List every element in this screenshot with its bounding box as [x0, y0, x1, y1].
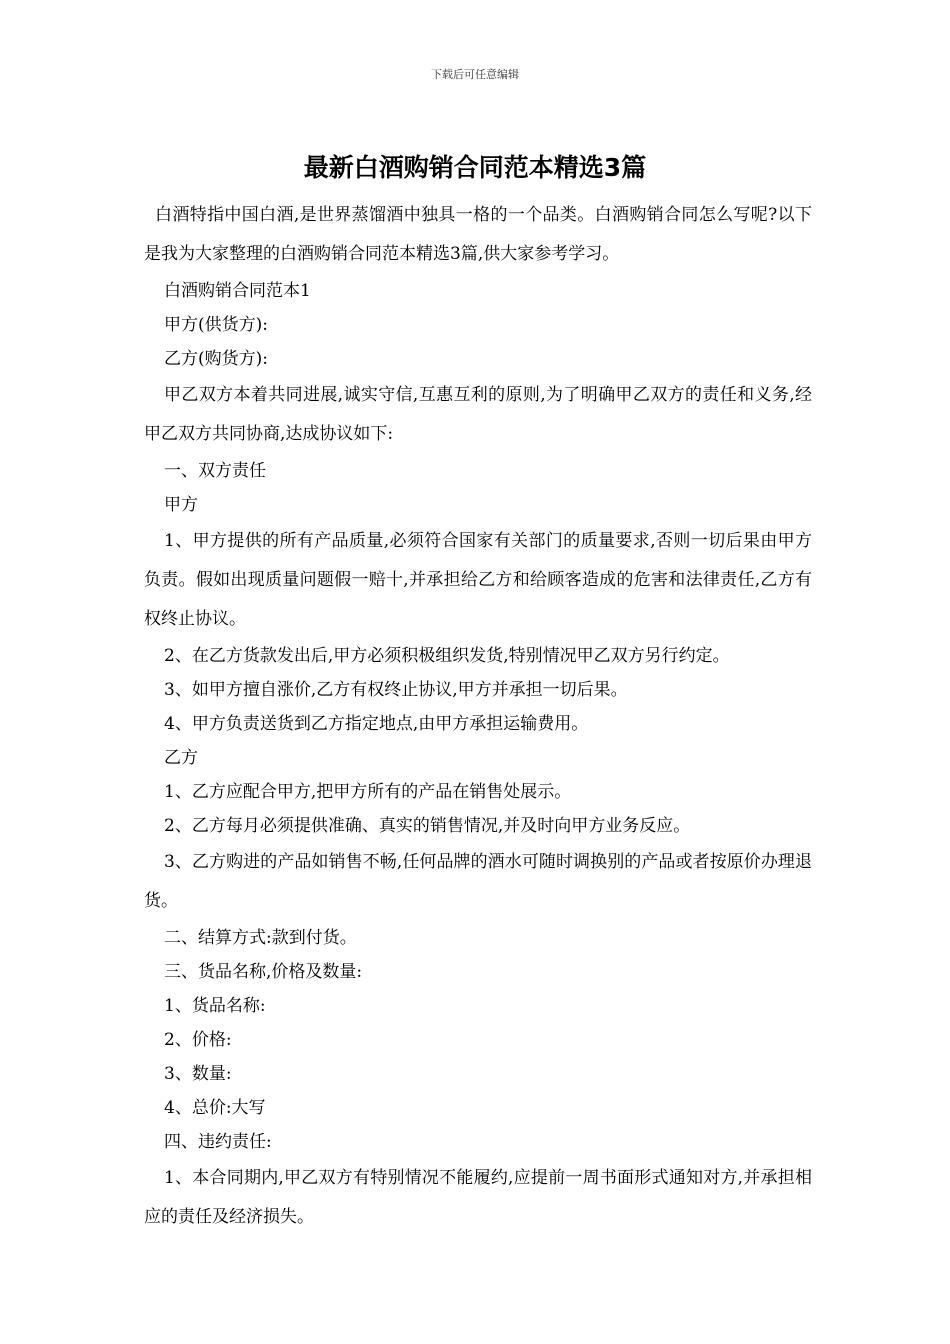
clause-paragraph: 2、乙方每月必须提供准确、真实的销售情况,并及时向甲方业务反应。	[164, 816, 691, 836]
field-line: 1、货品名称:	[164, 996, 266, 1016]
clause-paragraph: 1、甲方提供的所有产品质量,必须符合国家有关部门的质量要求,否则一切后果由甲方负责。假如出现质量问题假一赔十,并承担给乙方和给顾客造成的危害和法律责任,乙方有权终止协议。	[144, 531, 812, 629]
clause-heading: 四、违约责任:	[164, 1132, 272, 1152]
clause-paragraph: 1、本合同期内,甲乙双方有特别情况不能履约,应提前一周书面形式通知对方,并承担相应的责任及经济损失。	[144, 1168, 812, 1227]
clause-heading: 二、结算方式:款到付货。	[164, 928, 357, 948]
intro-paragraph: 白酒特指中国白酒,是世界蒸馏酒中独具一格的一个品类。白酒购销合同怎么写呢?以下是我为大家整理的白酒购销合同范本精选3篇,供大家参考学习。	[144, 205, 812, 264]
clause-paragraph: 2、在乙方货款发出后,甲方必须积极组织发货,特别情况甲乙双方另行约定。	[164, 646, 730, 666]
clause-paragraph: 3、乙方购进的产品如销售不畅,任何品牌的酒水可随时调换别的产品或者按原价办理退货。	[144, 852, 812, 911]
clause-paragraph: 3、如甲方擅自涨价,乙方有权终止协议,甲方并承担一切后果。	[164, 680, 628, 700]
header-note: 下载后可任意编辑	[431, 68, 519, 81]
section-heading: 白酒购销合同范本1	[164, 281, 311, 301]
party-label: 乙方	[164, 748, 198, 768]
clause-paragraph: 4、甲方负责送货到乙方指定地点,由甲方承担运输费用。	[164, 714, 589, 734]
field-line: 3、数量:	[164, 1064, 232, 1084]
field-line: 2、价格:	[164, 1030, 232, 1050]
party-label: 甲方	[164, 495, 198, 515]
clause-paragraph: 1、乙方应配合甲方,把甲方所有的产品在销售处展示。	[164, 782, 572, 802]
clause-heading: 三、货品名称,价格及数量:	[164, 962, 363, 982]
document-body	[144, 196, 812, 1237]
party-b-line: 乙方(购货方):	[164, 349, 268, 369]
field-line: 4、总价:大写	[164, 1098, 266, 1118]
clause-heading: 一、双方责任	[164, 461, 266, 481]
document-title: 最新白酒购销合同范本精选3篇	[303, 153, 647, 182]
party-a-line: 甲方(供货方):	[164, 315, 268, 335]
agreement-paragraph: 甲乙双方本着共同进展,诚实守信,互惠互利的原则,为了明确甲乙双方的责任和义务,经甲乙双方共同协商,达成协议如下:	[144, 385, 812, 444]
